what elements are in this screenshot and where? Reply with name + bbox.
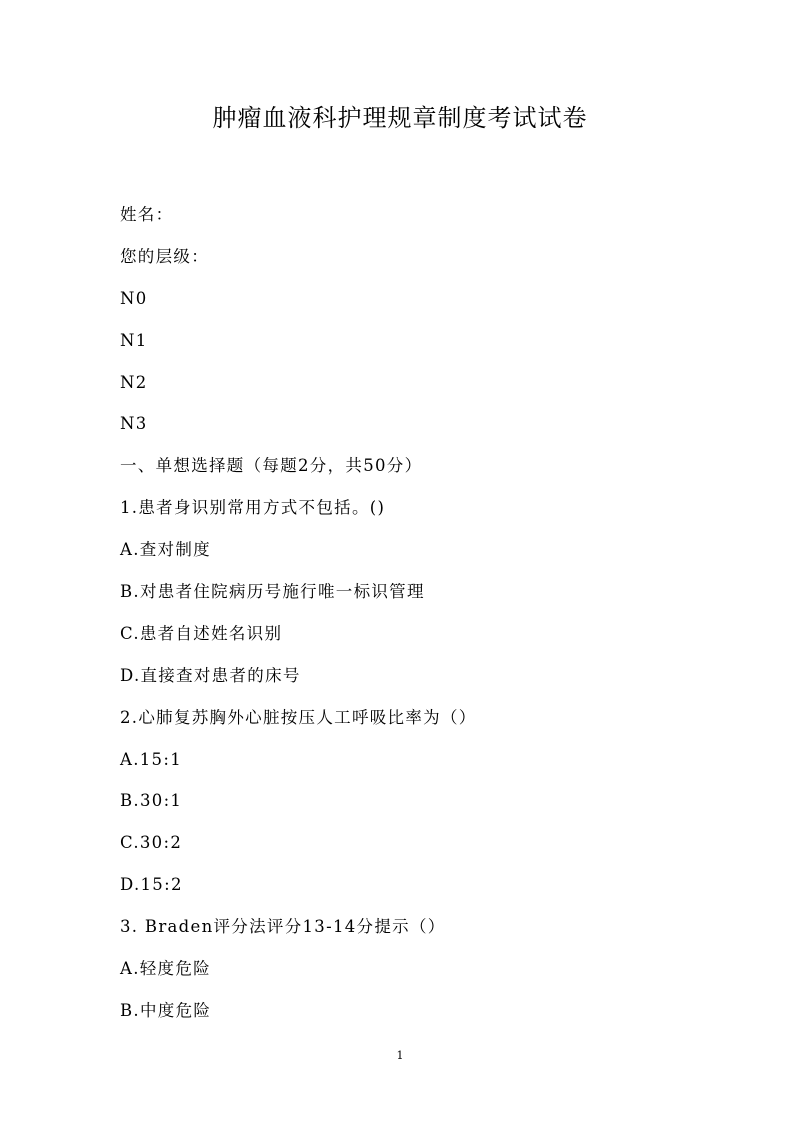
level-option-n0: N0 — [120, 288, 148, 308]
section-heading: 一、单想选择题（每题2分，共50分） — [120, 456, 423, 476]
level-option-n3: N3 — [120, 414, 148, 434]
question-2: 2.心肺复苏胸外心脏按压人工呼吸比率为（） — [120, 707, 477, 727]
level-option-n2: N2 — [120, 372, 148, 392]
document-title: 肿瘤血液科护理规章制度考试试卷 — [212, 104, 588, 132]
level-field-label: 您的层级： — [120, 246, 209, 266]
question-3-option-a: A.轻度危险 — [120, 959, 211, 979]
document-body — [120, 194, 740, 1032]
question-2-option-b: B.30:1 — [120, 791, 183, 811]
question-1-option-c: C.患者自述姓名识别 — [120, 623, 283, 643]
question-1-option-b: B.对患者住院病历号施行唯一标识管理 — [120, 582, 425, 602]
question-3-option-b: B.中度危险 — [120, 1000, 212, 1020]
question-1: 1.患者身识别常用方式不包括。() — [120, 498, 386, 518]
question-2-option-d: D.15:2 — [120, 875, 183, 895]
question-2-option-a: A.15:1 — [120, 749, 183, 769]
question-3: 3. Braden评分法评分13-14分提示（） — [120, 917, 446, 937]
name-field-label: 姓名： — [120, 205, 174, 224]
question-1-option-d: D.直接查对患者的床号 — [120, 665, 301, 685]
level-option-n1: N1 — [120, 330, 148, 350]
page-number: 1 — [396, 1049, 404, 1062]
question-1-option-a: A.查对制度 — [120, 540, 211, 560]
question-2-option-c: C.30:2 — [120, 833, 183, 853]
